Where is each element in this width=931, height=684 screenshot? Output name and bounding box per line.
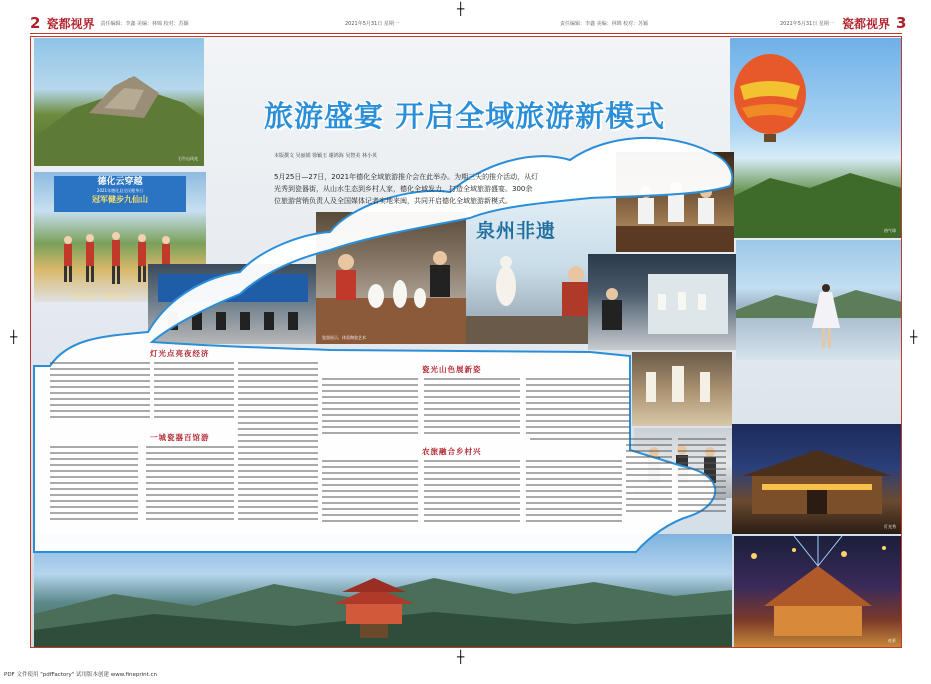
banner-line3: 冠军健步九仙山 bbox=[92, 195, 148, 204]
crop-mark-left: ┼ bbox=[10, 330, 18, 344]
right-section-name: 瓷都视界 bbox=[842, 16, 891, 31]
balloon-caption: 热气球 bbox=[884, 228, 896, 233]
page-frame bbox=[30, 36, 902, 648]
crop-mark-right: ┼ bbox=[910, 330, 918, 344]
section-heading-2: 一城瓷器百馆游 bbox=[150, 433, 210, 442]
lead-paragraph: 5月25日—27日，2021年德化全域旅游推介会在此举办。为期三天的推介活动，从灯光秀到瓷器街，从山水生态到乡村人家，德化全域发力，打造全域旅游盛宴。300余位旅游营销负责人及全国媒体记者实地来闽，共同开启德化全域旅游新模式。 bbox=[274, 173, 539, 205]
right-date: 2021年5月31日 星期一 bbox=[780, 20, 834, 27]
headline: 旅游盛宴 开启全域旅游新模式 bbox=[264, 99, 666, 133]
lantern-caption: 夜景 bbox=[888, 638, 896, 643]
left-date: 2021年5月31日 星期一 bbox=[345, 20, 399, 27]
left-header bbox=[30, 14, 189, 32]
section-heading-4: 农旅融合乡村兴 bbox=[422, 447, 482, 456]
banner-line1: 德化云穿越 bbox=[97, 177, 143, 187]
right-page-number: 3 bbox=[896, 14, 907, 32]
byline: 本版撰文 吴丽娟 徐颖玉 谢鸿海 吴智美 林小英 bbox=[274, 153, 377, 159]
banner-line2: 2021年德化县全民健身日 bbox=[96, 188, 144, 193]
header-rule bbox=[30, 33, 902, 34]
night-caption: 灯光秀 bbox=[884, 524, 896, 529]
left-page-number: 2 bbox=[30, 14, 41, 32]
mountain-caption: 石牛山风光 bbox=[178, 156, 198, 161]
heritage-sign: 泉州非遗 bbox=[476, 220, 557, 242]
crop-mark-bottom: ┼ bbox=[457, 650, 465, 664]
right-header bbox=[836, 14, 906, 32]
section-heading-1: 灯光点亮夜经济 bbox=[150, 349, 210, 358]
left-section-name: 瓷都视界 bbox=[46, 16, 95, 31]
section-heading-3: 瓷光山色展新姿 bbox=[422, 365, 482, 374]
left-meta: 责任编辑：李鑫 美编：林锦 校对：苏颖 bbox=[100, 20, 189, 27]
crop-mark-top: ┼ bbox=[457, 2, 465, 16]
ceramics-caption: 瓷器展示，体验陶瓷艺术 bbox=[322, 335, 366, 340]
pdf-footer: PDF 文件使用 "pdfFactory" 试用版本创建 www.fineprint.cn bbox=[4, 672, 158, 678]
right-meta: 责任编辑：李鑫 美编：林锦 校对：苏颖 bbox=[560, 20, 649, 27]
runners-caption: 德化云穿越——冠军健步九仙山 bbox=[74, 293, 130, 298]
